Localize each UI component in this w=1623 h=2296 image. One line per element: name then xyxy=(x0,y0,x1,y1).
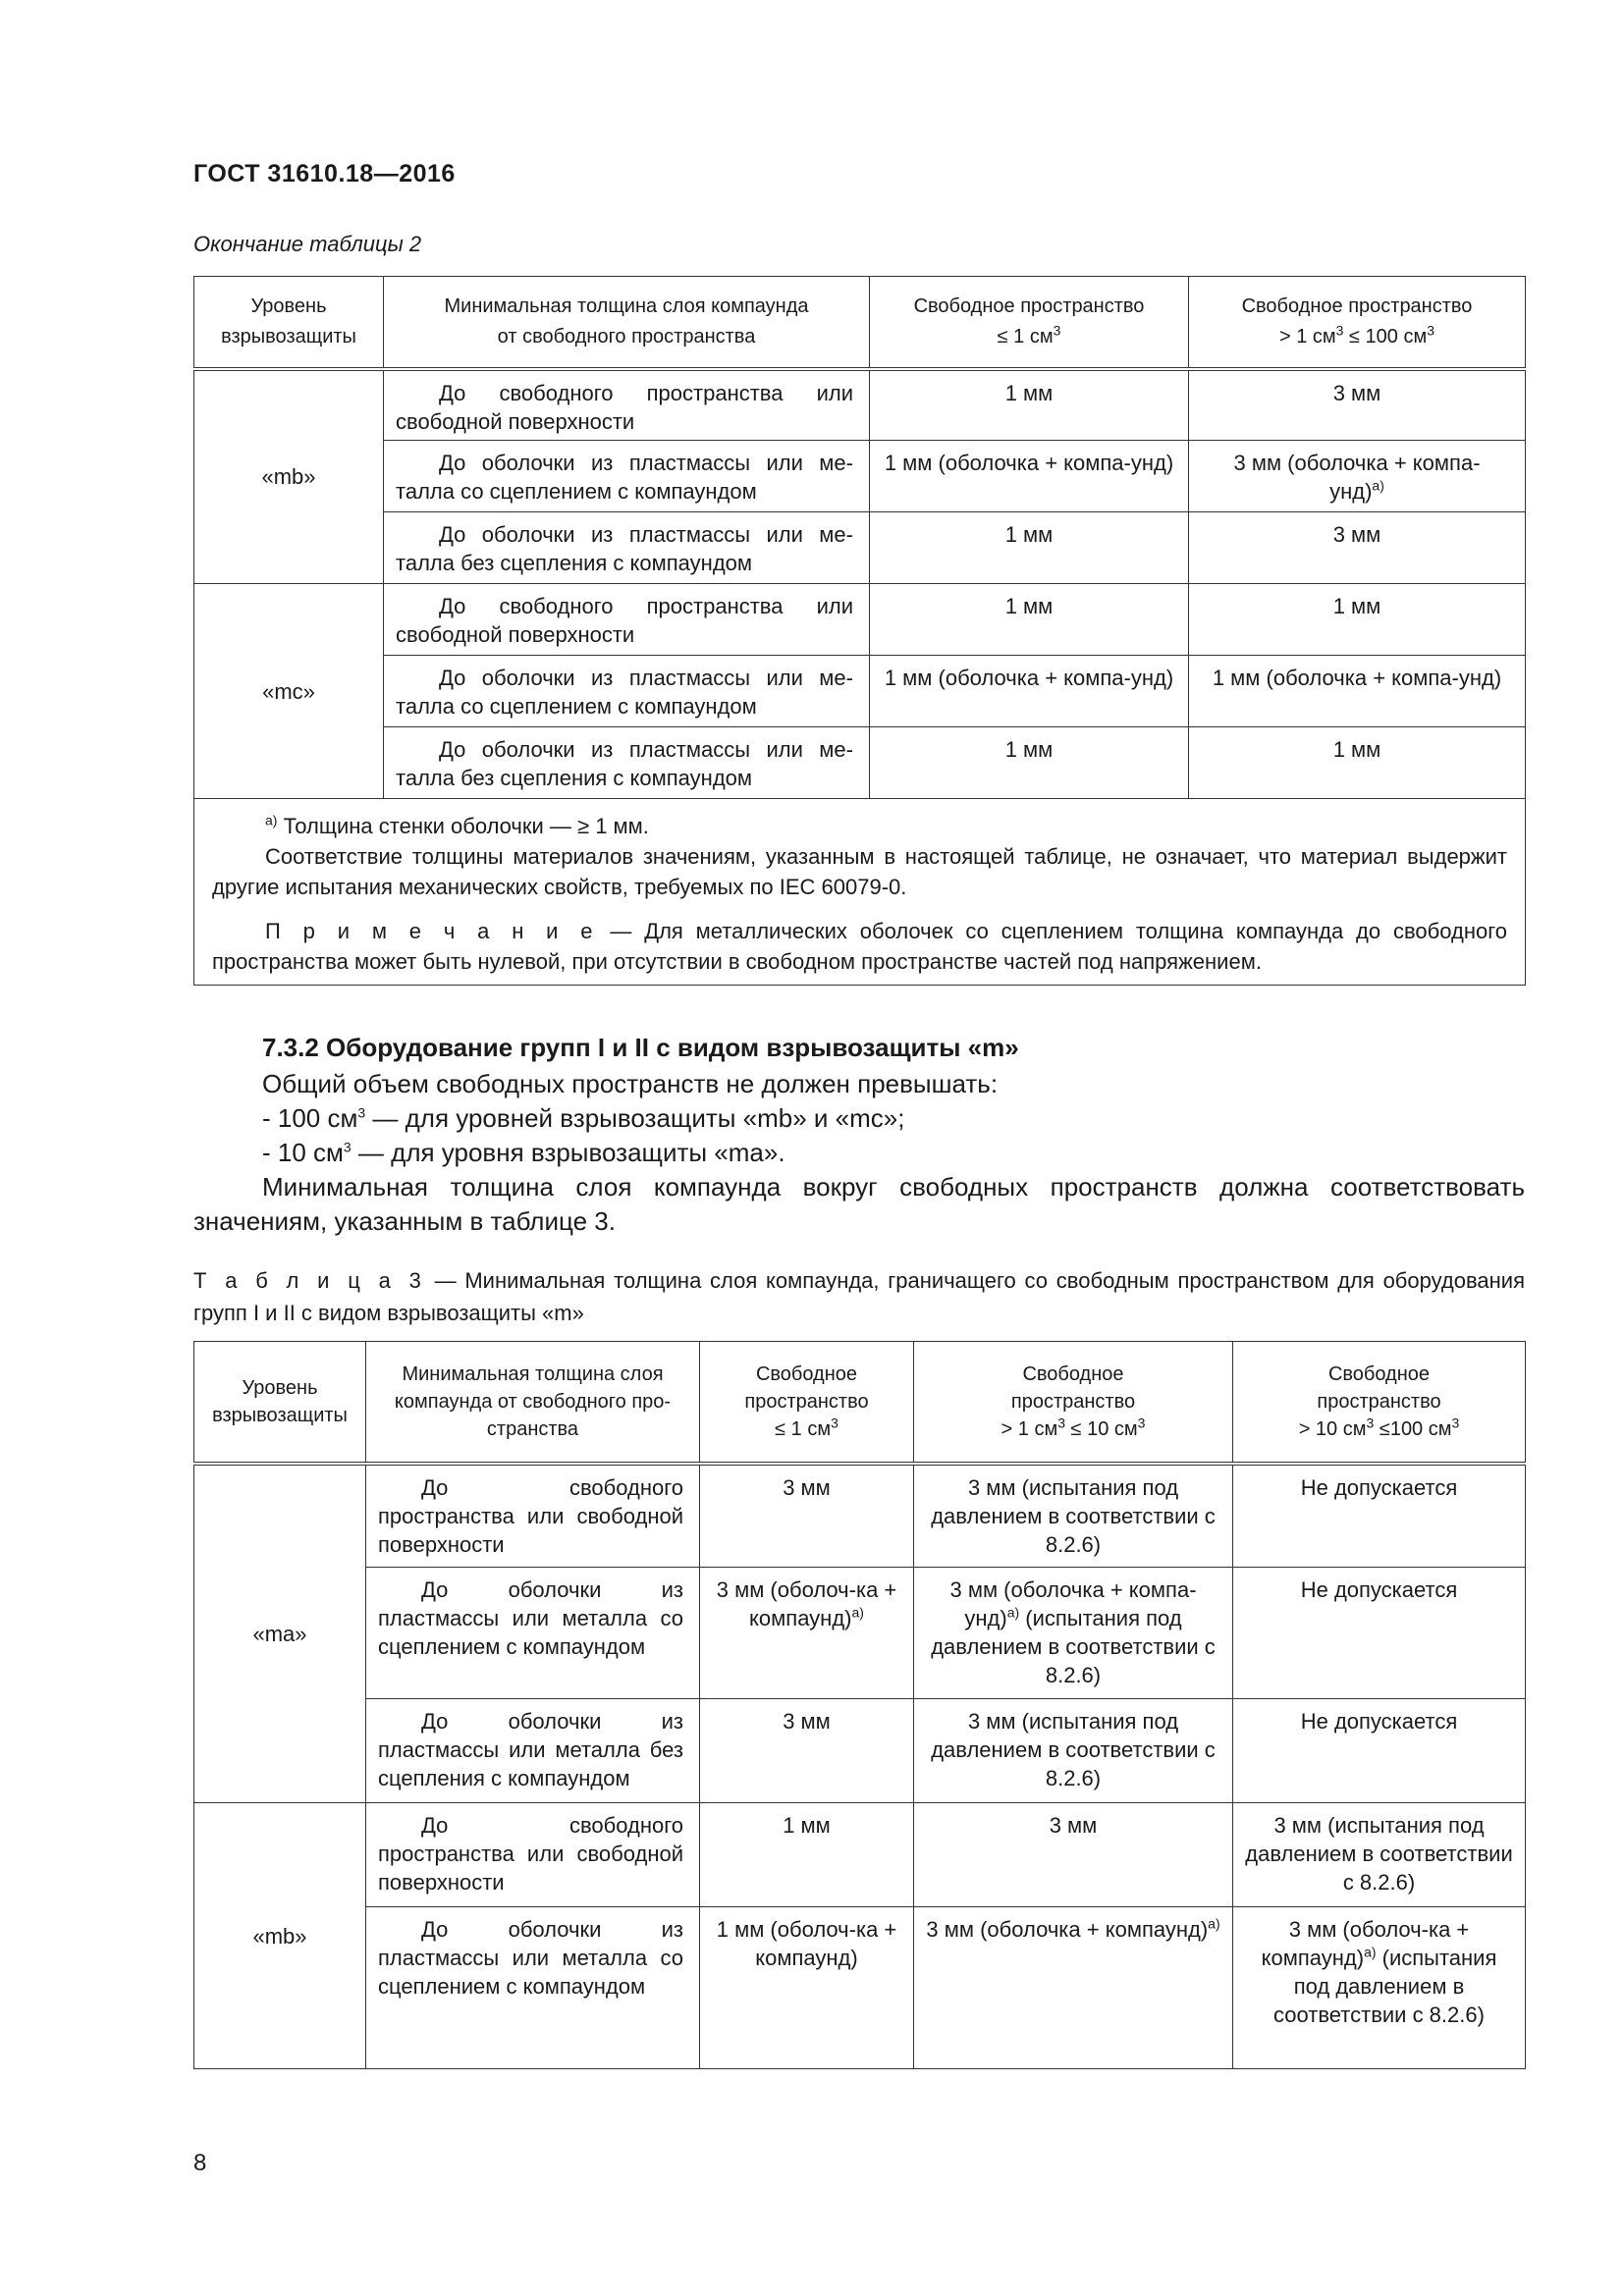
thickness-cell: До оболочки из пластмассы или металла со сцеплением с компаундом xyxy=(366,1568,700,1699)
header-level: Уровень взрывозащиты xyxy=(194,277,384,369)
value-cell: 3 мм xyxy=(1189,369,1526,441)
value-cell: 1 мм (оболочка + компа-унд) xyxy=(1189,656,1526,727)
value-cell: 3 мм (оболоч-ка + компаунд)$^{a)}$ (испытания под давлением в соответствии с 8.2.6) xyxy=(1233,1907,1526,2069)
thickness-cell: До оболочки из пластмассы или ме- талла со сцеплением с компаундом xyxy=(384,656,870,727)
value-cell: 1 мм xyxy=(870,584,1189,656)
value-cell: 3 мм xyxy=(700,1464,914,1568)
header-thickness: Минимальная толщина слоя компаунда от свободного про- странства xyxy=(366,1342,700,1464)
value-cell: 3 мм (испытания под давлением в соответствии с 8.2.6) xyxy=(914,1464,1233,1568)
thickness-cell: До свободного пространства или свободной поверхности xyxy=(384,369,870,441)
document-title: ГОСТ 31610.18—2016 xyxy=(193,160,456,187)
header-space-le-1: Свободное пространство ≤ 1 $см^3$ xyxy=(870,277,1189,369)
value-cell: 3 мм (оболочка + компа-унд)$^{a)}$ (испытания под давлением в соответствии с 8.2.6) xyxy=(914,1568,1233,1699)
level-cell: «ma» xyxy=(194,1464,366,1803)
header-thickness: Минимальная толщина слоя компаунда от свободного пространства xyxy=(384,277,870,369)
table-notes xyxy=(194,799,1526,986)
table-row xyxy=(194,584,1526,656)
value-cell: 1 мм xyxy=(870,512,1189,584)
list-item: - 10 $см^3$ — для уровня взрывозащиты «ma». xyxy=(262,1138,785,1167)
value-cell: 3 мм (оболочка + компа- унд)$^{a)}$ xyxy=(1189,441,1526,512)
table-3 xyxy=(193,1341,1526,2069)
table-row xyxy=(194,1568,1526,1699)
value-cell: 3 мм (испытания под давлением в соответствии с 8.2.6) xyxy=(1233,1803,1526,1907)
section-heading: 7.3.2 Оборудование групп I и II с видом взрывозащиты «m» xyxy=(262,1033,1019,1062)
table-row xyxy=(194,727,1526,799)
thickness-cell: До оболочки из пластмассы или металла со сцеплением с компаундом xyxy=(366,1907,700,2069)
value-cell: 3 мм (оболоч-ка + компаунд)$^{a)}$ xyxy=(700,1568,914,1699)
footnote-a: $^{a)}$ Толщина стенки оболочки — ≥ 1 мм. xyxy=(265,812,649,838)
compliance-note: Соответствие толщины материалов значениям, указанным в настоящей таблице, не означает, что материал выдержит другие испытания механических свойств, требуемых по IEC 60079-0. xyxy=(212,844,1507,899)
table-row xyxy=(194,369,1526,441)
header-space-1-10: Свободное пространство > 1 $см^3 \le 10$ $см^3$ xyxy=(914,1342,1233,1464)
table-2 xyxy=(193,276,1526,986)
table-note: П р и м е ч а н и е — Для металлических оболочек со сцеплением толщина компаунда до свободного пространства может быть нулевой, при отсутствии в свободном пространстве частей под напряжением. xyxy=(212,919,1507,974)
table2-continuation-caption: Окончание таблицы 2 xyxy=(193,232,422,256)
thickness-cell: До свободного пространства или свободной поверхности xyxy=(384,584,870,656)
header-space-1-100: Свободное пространство > 1 $см^3 \le 100$ $см^3$ xyxy=(1189,277,1526,369)
paragraph: Общий объем свободных пространств не должен превышать: xyxy=(262,1069,999,1098)
paragraph: Минимальная толщина слоя компаунда вокруг свободных пространств должна соответствовать значениям, указанным в таблице 3. xyxy=(193,1172,1525,1236)
value-cell: 3 мм xyxy=(914,1803,1233,1907)
level-cell: «mc» xyxy=(194,584,384,799)
table-row xyxy=(194,656,1526,727)
value-cell: Не допускается xyxy=(1233,1699,1526,1803)
value-cell: Не допускается xyxy=(1233,1464,1526,1568)
thickness-cell: До свободного пространства или свободной поверхности xyxy=(366,1464,700,1568)
value-cell: 1 мм xyxy=(870,727,1189,799)
section-7-3-2 xyxy=(193,1031,1525,1239)
table-row xyxy=(194,1803,1526,1907)
thickness-cell: До свободного пространства или свободной поверхности xyxy=(366,1803,700,1907)
value-cell: 1 мм (оболочка + компа-унд) xyxy=(870,441,1189,512)
page-number: 8 xyxy=(193,2150,207,2176)
list-item: - 100 $см^3$ — для уровней взрывозащиты «mb» и «mc»; xyxy=(262,1103,905,1133)
value-cell: Не допускается xyxy=(1233,1568,1526,1699)
level-cell: «mb» xyxy=(194,1803,366,2069)
value-cell: 1 мм xyxy=(1189,584,1526,656)
header-space-10-100: Свободное пространство > 10 $см^3 \le 100$ $см^3$ xyxy=(1233,1342,1526,1464)
value-cell: 1 мм xyxy=(870,369,1189,441)
value-cell: 3 мм (испытания под давлением в соответствии с 8.2.6) xyxy=(914,1699,1233,1803)
value-cell: 3 мм xyxy=(700,1699,914,1803)
table3-caption: Т а б л и ц а 3 — Минимальная толщина слоя компаунда, граничащего со свободным пространством для оборудования групп I и II с видом взрывозащиты «m» xyxy=(193,1268,1525,1325)
thickness-cell: До оболочки из пластмассы или металла без сцепления с компаундом xyxy=(366,1699,700,1803)
value-cell: 1 мм (оболоч-ка + компаунд) xyxy=(700,1907,914,2069)
thickness-cell: До оболочки из пластмассы или ме- талла без сцепления с компаундом xyxy=(384,727,870,799)
level-cell: «mb» xyxy=(194,369,384,584)
table-row xyxy=(194,1464,1526,1568)
header-space-le-1: Свободное пространство ≤ 1 $см^3$ xyxy=(700,1342,914,1464)
thickness-cell: До оболочки из пластмассы или ме- талла со сцеплением с компаундом xyxy=(384,441,870,512)
table-notes-row xyxy=(194,799,1526,986)
table-row xyxy=(194,441,1526,512)
thickness-cell: До оболочки из пластмассы или ме- талла без сцепления с компаундом xyxy=(384,512,870,584)
value-cell: 3 мм xyxy=(1189,512,1526,584)
table-row xyxy=(194,1699,1526,1803)
value-cell: 1 мм xyxy=(700,1803,914,1907)
value-cell: 1 мм xyxy=(1189,727,1526,799)
table-row xyxy=(194,512,1526,584)
value-cell: 1 мм (оболочка + компа-унд) xyxy=(870,656,1189,727)
header-level: Уровень взрывозащиты xyxy=(194,1342,366,1464)
value-cell: 3 мм (оболочка + компаунд)$^{a)}$ xyxy=(914,1907,1233,2069)
table-row xyxy=(194,1907,1526,2069)
